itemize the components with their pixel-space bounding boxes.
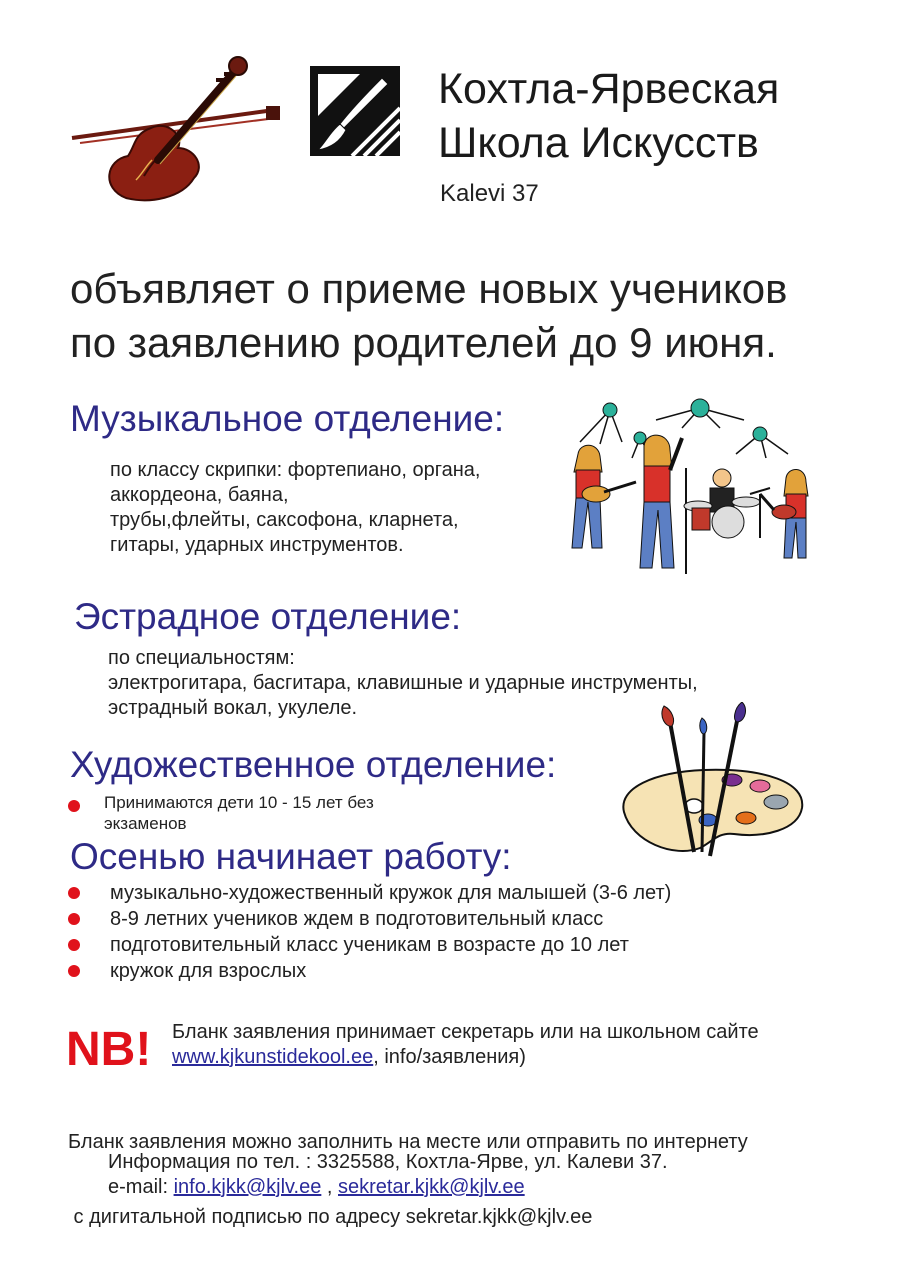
music-section-body [110, 458, 480, 558]
music-section-title: Музыкальное отделение: [70, 398, 505, 439]
estrada-line: электрогитара, басгитара, клавишные и ударные инструменты, [108, 672, 698, 694]
list-item-text: кружок для взрослых [110, 960, 307, 982]
bullet-dot [68, 800, 80, 812]
estrada-section-body [108, 646, 698, 721]
secretary-email-link[interactable]: sekretar.kjkk@kjlv.ee [338, 1176, 525, 1198]
list-item-text: подготовительный класс ученикам в возрасте до 10 лет [110, 934, 629, 956]
list-item [68, 958, 671, 984]
announcement-line1: объявляет о приеме новых учеников [70, 265, 788, 312]
school-name [438, 62, 779, 170]
bullet-dot [68, 965, 80, 977]
bullet-dot [68, 887, 80, 899]
violin-icon [66, 48, 286, 208]
music-line: гитары, ударных инструментов. [110, 534, 404, 556]
contact-phone: Информация по тел. : 3325588, Кохтла-Ярве, ул. Калеви 37. [108, 1151, 668, 1173]
announcement-line2: по заявлению родителей до 9 июня. [70, 319, 777, 366]
email-prefix: e-mail: [108, 1176, 174, 1198]
list-item-text: музыкально-художественный кружок для малышей (3-6 лет) [110, 882, 672, 904]
email-separator: , [321, 1176, 339, 1198]
estrada-line: эстрадный вокал, укулеле. [108, 697, 358, 719]
music-line: по классу скрипки: фортепиано, органа, [110, 459, 481, 481]
list-item [68, 906, 671, 932]
info-email-link[interactable]: info.kjkk@kjlv.ee [173, 1176, 322, 1198]
contact-info [108, 1150, 668, 1200]
nb-label: NB! [66, 1023, 152, 1076]
rock-band-icon [560, 398, 820, 580]
nb-line2 [172, 1045, 759, 1070]
bullet-dot [68, 913, 80, 925]
list-item-text: 8-9 летних учеников ждем в подготовительный класс [110, 908, 604, 930]
art-line: экзаменов [104, 814, 187, 833]
nb-line1: Бланк заявления принимает секретарь или на школьном сайте [172, 1021, 759, 1043]
announcement [70, 262, 787, 370]
autumn-list [68, 880, 671, 984]
art-section-title: Художественное отделение: [70, 744, 557, 785]
list-item [68, 932, 671, 958]
contact-emails [108, 1175, 668, 1200]
palette-icon [614, 702, 810, 862]
form-info-line2: с дигитальной подписью по адресу sekretar.kjkk@kjlv.ee [68, 1206, 593, 1228]
school-name-line2: Школа Искусств [438, 119, 759, 167]
music-line: аккордеона, баяна, [110, 484, 289, 506]
bullet-dot [68, 939, 80, 951]
form-info-line1: Бланк заявления можно заполнить на месте или отправить по интернету [68, 1131, 748, 1153]
art-line: Принимаются дети 10 - 15 лет без [104, 793, 374, 812]
music-line: трубы,флейты, саксофона, кларнета, [110, 509, 459, 531]
school-address: Kalevi 37 [440, 180, 539, 207]
school-name-line1: Кохтла-Ярвеская [438, 65, 780, 113]
paintbrush-logo-icon [310, 66, 400, 156]
estrada-section-title: Эстрадное отделение: [74, 596, 462, 637]
list-item [68, 880, 671, 906]
nb-line2-suffix: , info/заявления) [373, 1046, 526, 1068]
nb-text [172, 1020, 759, 1070]
autumn-section-title: Осенью начинает работу: [70, 836, 512, 877]
art-section-body [104, 792, 374, 834]
estrada-line: по специальностям: [108, 647, 295, 669]
school-website-link[interactable]: www.kjkunstidekool.ee [172, 1046, 374, 1068]
